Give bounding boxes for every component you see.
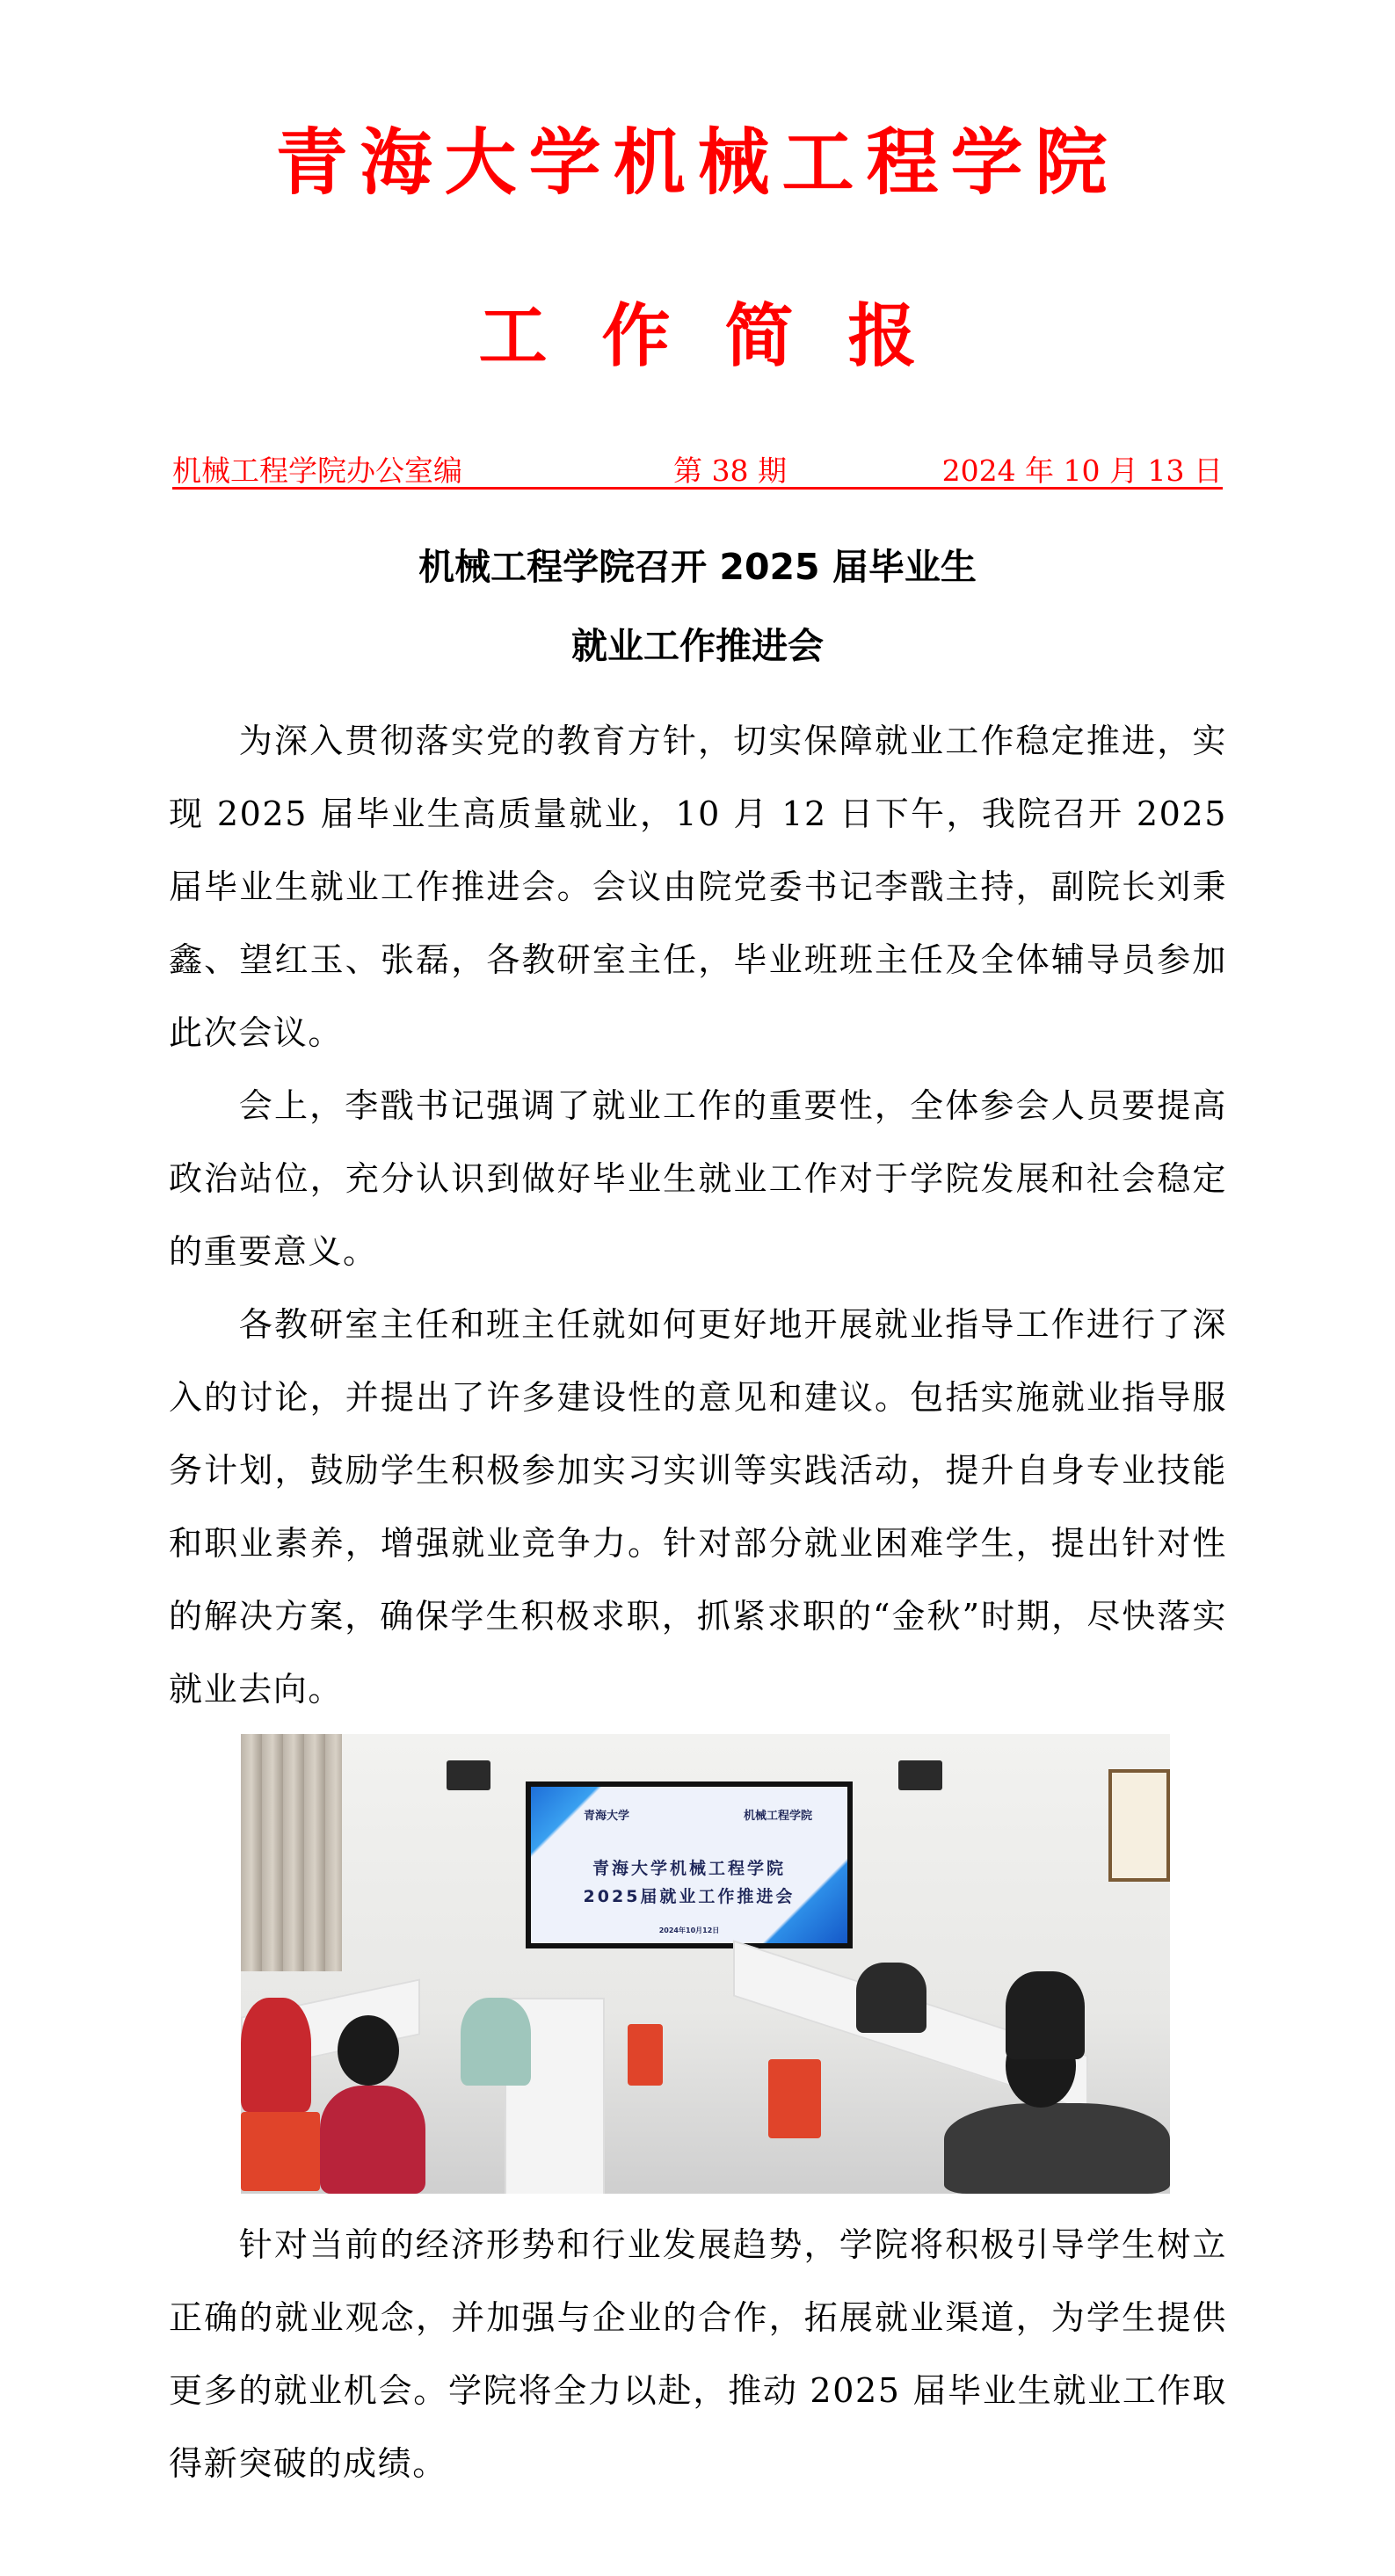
paragraph: 针对当前的经济形势和行业发展趋势，学院将积极引导学生树立正确的就业观念，并加强与企业的合作，拓展就业渠道，为学生提供更多的就业机会。学院将全力以赴，推动 2025 届毕业生就业工作取得新突破的成绩。 <box>169 2225 1227 2483</box>
article-headline-line2: 就业工作推进会 <box>571 625 824 667</box>
chair <box>241 2112 320 2191</box>
masthead-line <box>172 455 1223 490</box>
editor-label: 机械工程学院办公室编 <box>172 454 462 488</box>
attendee <box>1006 1971 1085 2059</box>
wall-frame <box>1108 1769 1170 1882</box>
chair <box>628 2024 663 2086</box>
curtain <box>241 1734 342 1971</box>
projection-screen <box>526 1781 853 1948</box>
screen-logo-left: 青海大学 <box>584 1810 630 1823</box>
paragraph: 为深入贯彻落实党的教育方针，切实保障就业工作稳定推进，实现 2025 届毕业生高质量就业，10 月 12 日下午，我院召开 2025 届毕业生就业工作推进会。会议由院党委书记李戬主持，副院长刘秉鑫、望红玉、张磊，各教研室主任，毕业班班主任及全体辅导员参加此次会议。 <box>169 722 1227 1052</box>
chair <box>768 2059 821 2138</box>
meeting-photo <box>241 1734 1170 2194</box>
screen-title: 青海大学机械工程学院 <box>592 1859 786 1878</box>
screen-logo-right: 机械工程学院 <box>743 1810 812 1823</box>
screen-subtitle: 2025届就业工作推进会 <box>583 1887 796 1906</box>
attendee <box>856 1963 926 2033</box>
paragraph: 各教研室主任和班主任就如何更好地开展就业指导工作进行了深入的讨论，并提出了许多建设性的意见和建议。包括实施就业指导服务计划，鼓励学生积极参加实习实训等实践活动，提升自身专业技能和职业素养，增强就业竞争力。针对部分就业困难学生，提出针对性的解决方案，确保学生积极求职，抓紧求职的“金秋”时期，尽快落实就业去向。 <box>169 1305 1227 1709</box>
attendee <box>461 1998 531 2086</box>
issue-number: 第 38 期 <box>673 454 787 488</box>
speaker-icon <box>447 1760 490 1790</box>
attendee-head <box>338 2015 399 2086</box>
attendee <box>944 2103 1170 2194</box>
attendee <box>320 2086 425 2194</box>
institution-title: 青海大学机械工程学院 <box>275 120 1120 205</box>
paragraph: 会上，李戬书记强调了就业工作的重要性，全体参会人员要提高政治站位，充分认识到做好毕业生就业工作对于学院发展和社会稳定的重要意义。 <box>169 1086 1227 1271</box>
article-headline-line1: 机械工程学院召开 2025 届毕业生 <box>418 546 977 588</box>
speaker-icon <box>898 1760 942 1790</box>
publication-title: 工作简报 <box>478 296 971 376</box>
attendee <box>241 1998 311 2112</box>
publication-date: 2024 年 10 月 13 日 <box>941 454 1223 488</box>
screen-date: 2024年10月12日 <box>658 1927 720 1934</box>
